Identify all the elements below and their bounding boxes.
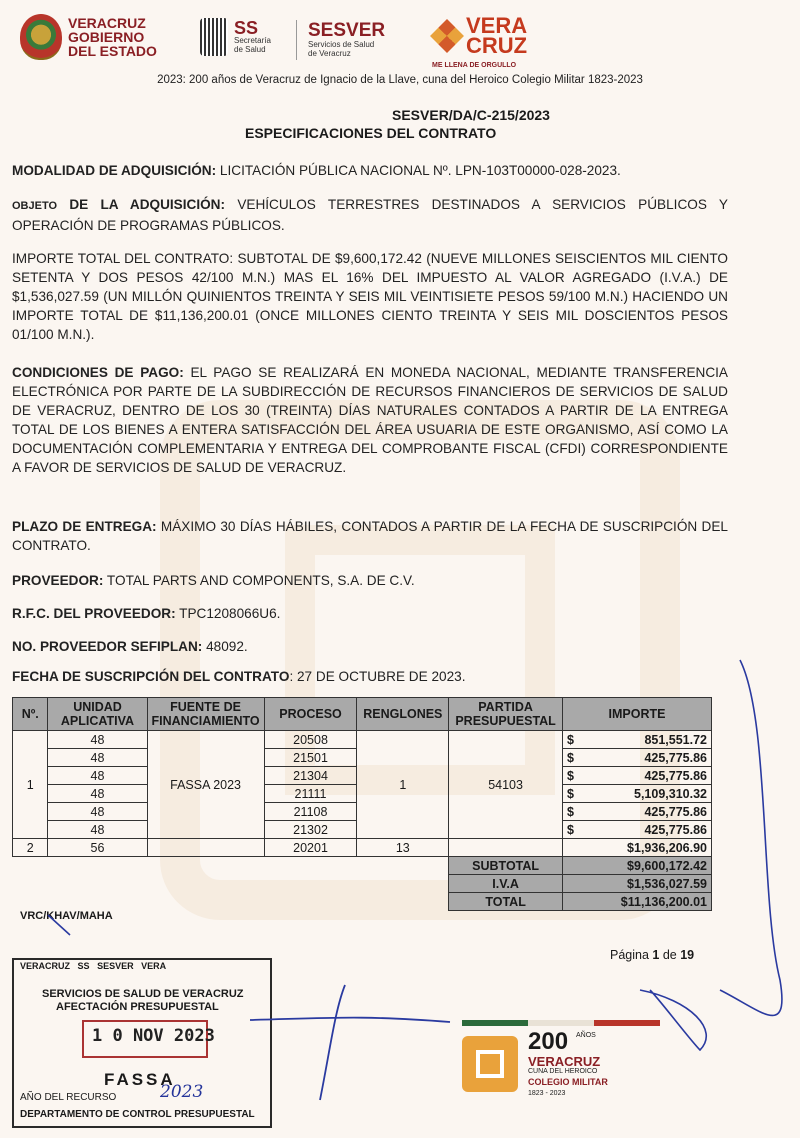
- header-renglones: RENGLONES: [357, 698, 449, 731]
- plazo-label: PLAZO DE ENTREGA:: [12, 519, 157, 534]
- condiciones-label: CONDICIONES DE PAGO:: [12, 365, 184, 380]
- initials: VRC/KHAV/MAHA: [20, 910, 113, 922]
- currency: $: [566, 822, 574, 837]
- stamp-year-value: 2023: [160, 1082, 204, 1102]
- proveedor-label: PROVEEDOR:: [12, 573, 104, 588]
- sesver-sub1: Servicios de Salud: [308, 40, 375, 49]
- row2-proceso: 20201: [264, 839, 357, 857]
- amount: 851,551.72: [644, 732, 707, 747]
- page-mid: de: [659, 948, 681, 962]
- doc-title: ESPECIFICACIONES DEL CONTRATO: [245, 125, 497, 141]
- cell-proceso: 21302: [264, 821, 357, 839]
- bicent-sup: AÑOS: [576, 1032, 596, 1039]
- stamp-dept: DEPARTAMENTO DE CONTROL PRESUPUESTAL: [20, 1109, 255, 1120]
- ss-sub2: de Salud: [234, 45, 266, 54]
- bicentennial-emblem-icon: [462, 1036, 518, 1092]
- proveedor-value: TOTAL PARTS AND COMPONENTS, S.A. DE C.V.: [103, 573, 415, 588]
- stamp-date: 1 0 NOV 2023: [92, 1026, 215, 1046]
- tricolor-bar: [462, 1020, 660, 1026]
- amount: 5,109,310.32: [634, 786, 707, 801]
- cell-proceso: 21304: [264, 767, 357, 785]
- stamp-gov: VERACRUZ: [20, 961, 71, 971]
- stamp-org: SERVICIOS DE SALUD DE VERACRUZ: [42, 988, 244, 1000]
- header-partida: PARTIDA PRESUPUESTAL: [449, 698, 563, 731]
- gov-line3: DEL ESTADO: [68, 43, 157, 59]
- row2-no: 2: [13, 839, 48, 857]
- row1-partida: 54103: [449, 731, 563, 839]
- gov-line1: VERACRUZ: [68, 15, 146, 31]
- cell-unidad: 48: [48, 821, 147, 839]
- cell-unidad: 48: [48, 731, 147, 749]
- row2-unidad: 56: [48, 839, 147, 857]
- bicent-line1: CUNA DEL HEROICO: [528, 1068, 598, 1075]
- page-prefix: Página: [610, 948, 653, 962]
- header-fuente: FUENTE DE FINANCIAMIENTO: [147, 698, 264, 731]
- iva-value: $1,536,027.59: [562, 875, 711, 893]
- bicent-number: 200: [528, 1028, 569, 1055]
- stamp-vc: VERA: [141, 961, 167, 971]
- stamp-title: AFECTACIÓN PRESUPUESTAL: [56, 1001, 219, 1013]
- stamp-sesver: SESVER: [97, 961, 134, 971]
- vc-line2: CRUZ: [466, 33, 528, 58]
- subtotal-label: SUBTOTAL: [449, 857, 563, 875]
- fecha-value: : 27 DE OCTUBRE DE 2023.: [289, 669, 466, 684]
- sesver-sub2: de Veracruz: [308, 49, 351, 58]
- cell-proceso: 20508: [264, 731, 357, 749]
- sefiplan-label: NO. PROVEEDOR SEFIPLAN:: [12, 639, 203, 654]
- page-num: 1: [652, 948, 660, 962]
- amount: 425,775.86: [644, 822, 707, 837]
- fecha-label: FECHA DE SUSCRIPCIÓN DEL CONTRATO: [12, 669, 290, 684]
- ss-title: SS: [234, 18, 259, 38]
- row1-renglones: 1: [357, 731, 449, 839]
- vc-line1: VERA: [466, 13, 528, 38]
- doc-ref-text: SESVER/DA/C-215/2023: [392, 107, 550, 123]
- stamp-year-label: AÑO DEL RECURSO: [20, 1092, 117, 1103]
- bicent-line2: COLEGIO MILITAR: [528, 1077, 608, 1087]
- currency: $: [566, 732, 574, 747]
- cell-proceso: 21111: [264, 785, 357, 803]
- bicent-years: 1823 - 2023: [528, 1090, 566, 1097]
- header-importe: IMPORTE: [562, 698, 711, 731]
- vc-slogan: ME LLENA DE ORGULLO: [432, 62, 517, 69]
- modalidad-value: LICITACIÓN PÚBLICA NACIONAL Nº. LPN-103T00000-028-2023.: [216, 163, 621, 178]
- ss-sub1: Secretaría: [234, 36, 271, 45]
- cell-unidad: 48: [48, 803, 147, 821]
- currency: $: [566, 786, 574, 801]
- currency: $: [566, 750, 574, 765]
- importe-section: IMPORTE TOTAL DEL CONTRATO: SUBTOTAL DE $9,600,172.42 (NUEVE MILLONES SEISCIENTOS MIL CIENTO SETENTA Y DOS PESOS 42/100 M.N.) MAS EL 16% DEL IMPUESTO AL VALOR AGREGADO (I.V.A.) DE $1,536,027.59 (UN MILLÓN QUINIENTOS TREINTA Y SEIS MIL VEINTISIETE PESOS 59/100 M.N.) HACIENDO UN IMPORTE TOTAL DE $11,136,200.01 (ONCE MILLONES CIENTO TREINTA Y SEIS MIL DOSCIENTOS PESOS 01/100 M.N.).: [12, 251, 728, 342]
- cell-unidad: 48: [48, 767, 147, 785]
- condiciones-value: EL PAGO SE REALIZARÁ EN MONEDA NACIONAL, MEDIANTE TRANSFERENCIA ELECTRÓNICA POR PARTE DE LA SUBDIRECCIÓN DE RECURSOS FINANCIEROS DE SERVICIOS DE SALUD DE VERACRUZ, DENTRO DE LOS 30 (TREINTA) DÍAS NATURALES CONTADOS A PARTIR DE LA ENTREGA TOTAL DE LOS BIENES A ENTERA SATISFACCIÓN DEL ÁREA USUARIA DE ESTE ORGANISMO, ASÍ COMO LA DOCUMENTACIÓN COMPLEMENTARIA Y ENTREGA DEL COMPROBANTE FISCAL (CFDI) CORRESPONDIENTE A FAVOR DE SERVICIOS DE SALUD DE VERACRUZ.: [12, 365, 729, 475]
- total-label: TOTAL: [449, 893, 563, 911]
- plazo-value: MÁXIMO 30 DÍAS HÁBILES, CONTADOS A PARTIR DE LA FECHA DE SUSCRIPCIÓN DEL CONTRATO.: [12, 519, 728, 553]
- total-value: $11,136,200.01: [562, 893, 711, 911]
- cell-proceso: 21108: [264, 803, 357, 821]
- header-unidad: UNIDAD APLICATIVA: [48, 698, 147, 731]
- rfc-label: R.F.C. DEL PROVEEDOR:: [12, 606, 176, 621]
- cell-unidad: 48: [48, 749, 147, 767]
- page-total: 19: [680, 948, 695, 962]
- cell-unidad: 48: [48, 785, 147, 803]
- sefiplan-value: 48092.: [202, 639, 248, 654]
- row1-fuente: FASSA 2023: [147, 731, 264, 839]
- bicent-name: VERACRUZ: [528, 1054, 601, 1069]
- year-motto: 2023: 200 años de Veracruz de Ignacio de la Llave, cuna del Heroico Colegio Militar 1823-2023: [157, 74, 643, 86]
- stamp-fund: FASSA: [104, 1070, 176, 1089]
- currency: $: [566, 768, 574, 783]
- modalidad-label: MODALIDAD DE ADQUISICIÓN:: [12, 163, 217, 178]
- row2-renglones: 13: [357, 839, 449, 857]
- row2-importe: $1,936,206.90: [562, 839, 711, 857]
- gov-line2: GOBIERNO: [68, 29, 145, 45]
- objeto-label: DE LA ADQUISICIÓN:: [57, 197, 226, 212]
- currency: $: [566, 804, 574, 819]
- objeto-value: VEHÍCULOS TERRESTRES DESTINADOS A SERVICIOS PÚBLICOS Y OPERACIÓN DE PROGRAMAS PÚBLICOS.: [12, 197, 728, 233]
- iva-label: I.V.A: [449, 875, 563, 893]
- cell-proceso: 21501: [264, 749, 357, 767]
- objeto-label-small: OBJETO: [12, 200, 58, 212]
- rfc-value: TPC1208066U6.: [175, 606, 281, 621]
- stamp-ss: SS: [77, 961, 90, 971]
- amount: 425,775.86: [644, 750, 707, 765]
- header-proceso: PROCESO: [264, 698, 357, 731]
- amount: 425,775.86: [644, 804, 707, 819]
- row1-no: 1: [13, 731, 48, 839]
- amount: 425,775.86: [644, 768, 707, 783]
- subtotal-value: $9,600,172.42: [562, 857, 711, 875]
- sesver-title: SESVER: [308, 20, 386, 41]
- header-no: Nº.: [13, 698, 48, 731]
